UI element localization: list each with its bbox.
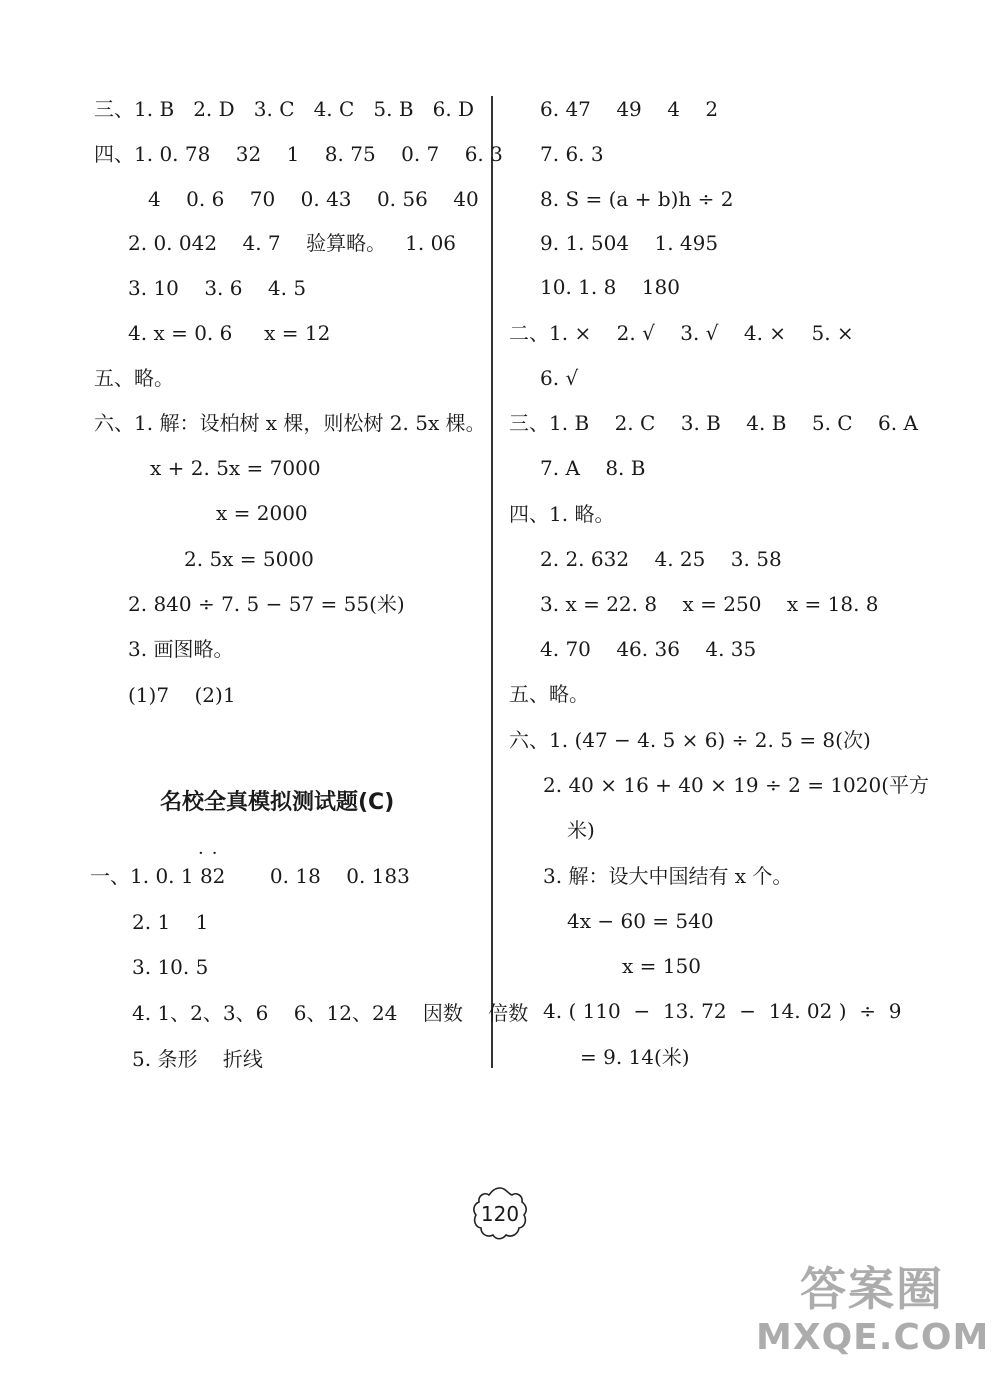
equation-line: x + 2. 5x = 7000 — [150, 456, 321, 480]
answer-line: 8. S = (a + b)h ÷ 2 — [540, 187, 734, 211]
answer-line: 5. 条形 折线 — [132, 1047, 263, 1071]
page-number: 120 — [480, 1202, 520, 1226]
answer-line: 4. 70 46. 36 4. 35 — [540, 637, 757, 661]
answer-line: 2. 2. 632 4. 25 3. 58 — [540, 547, 782, 571]
answer-line: 四、1. 0. 78 32 1 8. 75 0. 7 6. 3 — [94, 142, 503, 166]
answer-line: 3. 10 3. 6 4. 5 — [128, 276, 307, 300]
answer-line: 3. x = 22. 8 x = 250 x = 18. 8 — [540, 592, 879, 616]
answer-line: 五、略。 — [94, 366, 174, 390]
answer-line: 米) — [567, 818, 595, 842]
answer-line: 三、1. B 2. C 3. B 4. B 5. C 6. A — [509, 411, 918, 435]
page-number-badge — [468, 1182, 532, 1246]
answer-line: 2. 0. 042 4. 7 验算略。 1. 06 — [128, 231, 457, 255]
equation-line: x = 2000 — [216, 501, 308, 525]
answer-line: 一、1. 0. 1 82 0. 18 0. 183 — [90, 864, 410, 888]
answer-line: 9. 1. 504 1. 495 — [540, 231, 719, 255]
equation-line: = 9. 14(米) — [580, 1045, 690, 1069]
answer-line: 三、1. B 2. D 3. C 4. C 5. B 6. D — [94, 97, 475, 121]
watermark-logo: 答案圈 — [800, 1262, 944, 1316]
answer-line: 4 0. 6 70 0. 43 0. 56 40 — [148, 187, 479, 211]
answer-line: 6. 47 49 4 2 — [540, 97, 719, 121]
answer-line: 4. ( 110 − 13. 72 − 14. 02 ) ÷ 9 — [543, 999, 902, 1023]
answer-line: 2. 1 1 — [132, 910, 209, 934]
answer-line: 六、1. 解：设柏树 x 棵，则松树 2. 5x 棵。 — [94, 411, 486, 435]
answer-line: 2. 40 × 16 + 40 × 19 ÷ 2 = 1020(平方 — [543, 773, 930, 797]
section-title: 名校全真模拟测试题(C) — [160, 790, 395, 815]
answer-line: 4. x = 0. 6 x = 12 — [128, 321, 331, 345]
answer-line: 4. 1、2、3、6 6、12、24 因数 倍数 — [132, 1001, 529, 1025]
repeating-decimal-dots: ·· — [198, 843, 226, 864]
equation-line: 4x − 60 = 540 — [567, 909, 714, 933]
watermark-url: MXQE.COM — [756, 1317, 990, 1358]
answer-line: 3. 10. 5 — [132, 955, 209, 979]
answer-line: 10. 1. 8 180 — [540, 275, 680, 299]
answer-line: 二、1. × 2. √ 3. √ 4. × 5. × — [509, 321, 854, 345]
answer-line: 7. A 8. B — [540, 456, 646, 480]
equation-line: x = 150 — [622, 954, 701, 978]
answer-line: 2. 840 ÷ 7. 5 − 57 = 55(米) — [128, 592, 405, 616]
answer-line: 7. 6. 3 — [540, 142, 604, 166]
answer-line: 3. 解：设大中国结有 x 个。 — [543, 864, 793, 888]
answer-line: 3. 画图略。 — [128, 637, 234, 661]
answer-line: (1)7 (2)1 — [128, 683, 236, 707]
answer-line: 五、略。 — [509, 682, 589, 706]
column-divider — [491, 96, 493, 1068]
answer-line: 四、1. 略。 — [509, 502, 615, 526]
answer-line: 六、1. (47 − 4. 5 × 6) ÷ 2. 5 = 8(次) — [509, 728, 871, 752]
equation-line: 2. 5x = 5000 — [184, 547, 314, 571]
watermark — [756, 1262, 994, 1370]
answer-line: 6. √ — [540, 366, 579, 390]
